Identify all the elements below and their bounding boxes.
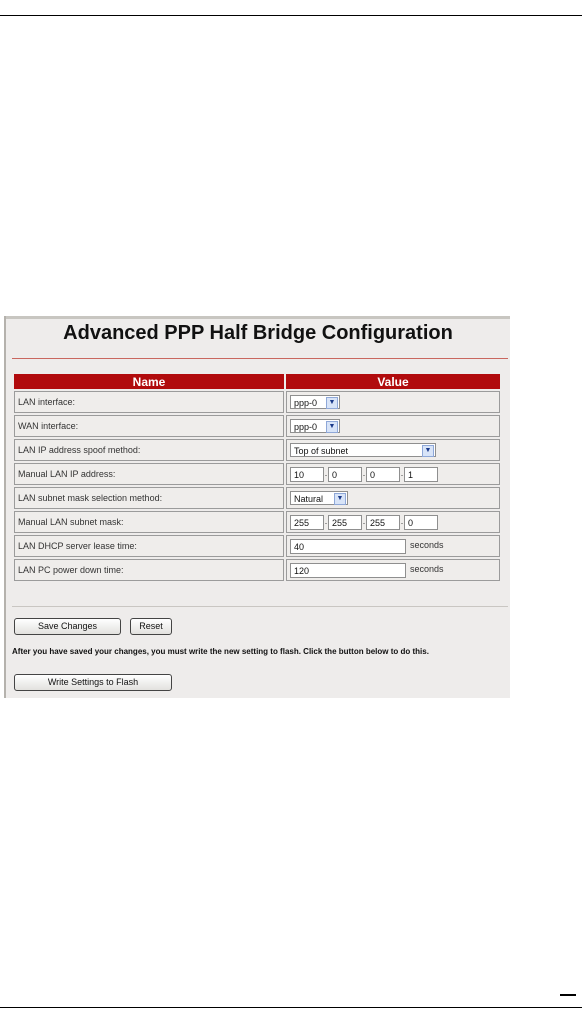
- octet-separator: .: [400, 468, 404, 479]
- row-label: LAN subnet mask selection method:: [14, 487, 284, 509]
- page-number-mark: [560, 994, 576, 996]
- row-label: WAN interface:: [14, 415, 284, 437]
- subnet-mask-octet-2[interactable]: 255: [328, 515, 362, 530]
- page-top-rule: [0, 15, 582, 16]
- table-row: [14, 511, 500, 533]
- octet-separator: .: [324, 516, 328, 527]
- column-header-value: Value: [286, 374, 500, 389]
- lan-ip-octet-4[interactable]: 1: [404, 467, 438, 482]
- dhcp-lease-time-input[interactable]: 40: [290, 539, 406, 554]
- subnet-mask-octet-3[interactable]: 255: [366, 515, 400, 530]
- row-value: [286, 511, 500, 533]
- row-value: [286, 487, 500, 509]
- row-label: LAN DHCP server lease time:: [14, 535, 284, 557]
- chevron-down-icon: ▼: [334, 493, 346, 505]
- row-value: [286, 559, 500, 581]
- row-value: [286, 415, 500, 437]
- row-label: Manual LAN IP address:: [14, 463, 284, 485]
- octet-separator: .: [324, 468, 328, 479]
- save-changes-button[interactable]: Save Changes: [14, 618, 121, 635]
- table-row: [14, 487, 500, 509]
- row-label: LAN IP address spoof method:: [14, 439, 284, 461]
- ip-spoof-method-select[interactable]: [290, 443, 436, 457]
- row-label: LAN PC power down time:: [14, 559, 284, 581]
- select-value: ppp-0: [294, 422, 318, 432]
- chevron-down-icon: ▼: [326, 421, 338, 433]
- subnet-mask-octet-1[interactable]: 255: [290, 515, 324, 530]
- subnet-mask-method-select[interactable]: [290, 491, 348, 505]
- wan-interface-select[interactable]: [290, 419, 340, 433]
- power-down-time-input[interactable]: 120: [290, 563, 406, 578]
- octet-separator: .: [362, 516, 366, 527]
- row-value: [286, 535, 500, 557]
- row-value: [286, 391, 500, 413]
- chevron-down-icon: ▼: [422, 445, 434, 457]
- lan-ip-octet-3[interactable]: 0: [366, 467, 400, 482]
- lan-interface-select[interactable]: [290, 395, 340, 409]
- subnet-mask-octet-4[interactable]: 0: [404, 515, 438, 530]
- row-label: LAN interface:: [14, 391, 284, 413]
- chevron-down-icon: ▼: [326, 397, 338, 409]
- title-divider: [12, 358, 508, 359]
- flash-instructions: After you have saved your changes, you must write the new setting to flash. Click the button below to do this.: [12, 647, 429, 656]
- lan-ip-octet-1[interactable]: 10: [290, 467, 324, 482]
- octet-separator: .: [362, 468, 366, 479]
- row-value: [286, 439, 500, 461]
- write-settings-to-flash-button[interactable]: Write Settings to Flash: [14, 674, 172, 691]
- table-row: [14, 439, 500, 461]
- form-divider: [12, 606, 508, 607]
- config-table: [12, 372, 502, 583]
- unit-label: seconds: [410, 540, 444, 551]
- table-header-row: [14, 374, 500, 389]
- select-value: ppp-0: [294, 398, 318, 408]
- window-top-edge: [6, 316, 510, 319]
- octet-separator: .: [400, 516, 404, 527]
- table-row: [14, 535, 500, 557]
- select-value: Top of subnet: [294, 446, 349, 456]
- table-row: [14, 391, 500, 413]
- column-header-name: Name: [14, 374, 284, 389]
- table-row: [14, 463, 500, 485]
- row-value: [286, 463, 500, 485]
- select-value: Natural: [294, 494, 324, 504]
- lan-ip-octet-2[interactable]: 0: [328, 467, 362, 482]
- page-bottom-rule: [0, 1007, 582, 1008]
- row-label: Manual LAN subnet mask:: [14, 511, 284, 533]
- table-row: [14, 559, 500, 581]
- unit-label: seconds: [410, 564, 444, 575]
- router-config-screenshot: [4, 316, 510, 698]
- table-row: [14, 415, 500, 437]
- reset-button[interactable]: Reset: [130, 618, 172, 635]
- page-title: Advanced PPP Half Bridge Configuration: [63, 322, 453, 344]
